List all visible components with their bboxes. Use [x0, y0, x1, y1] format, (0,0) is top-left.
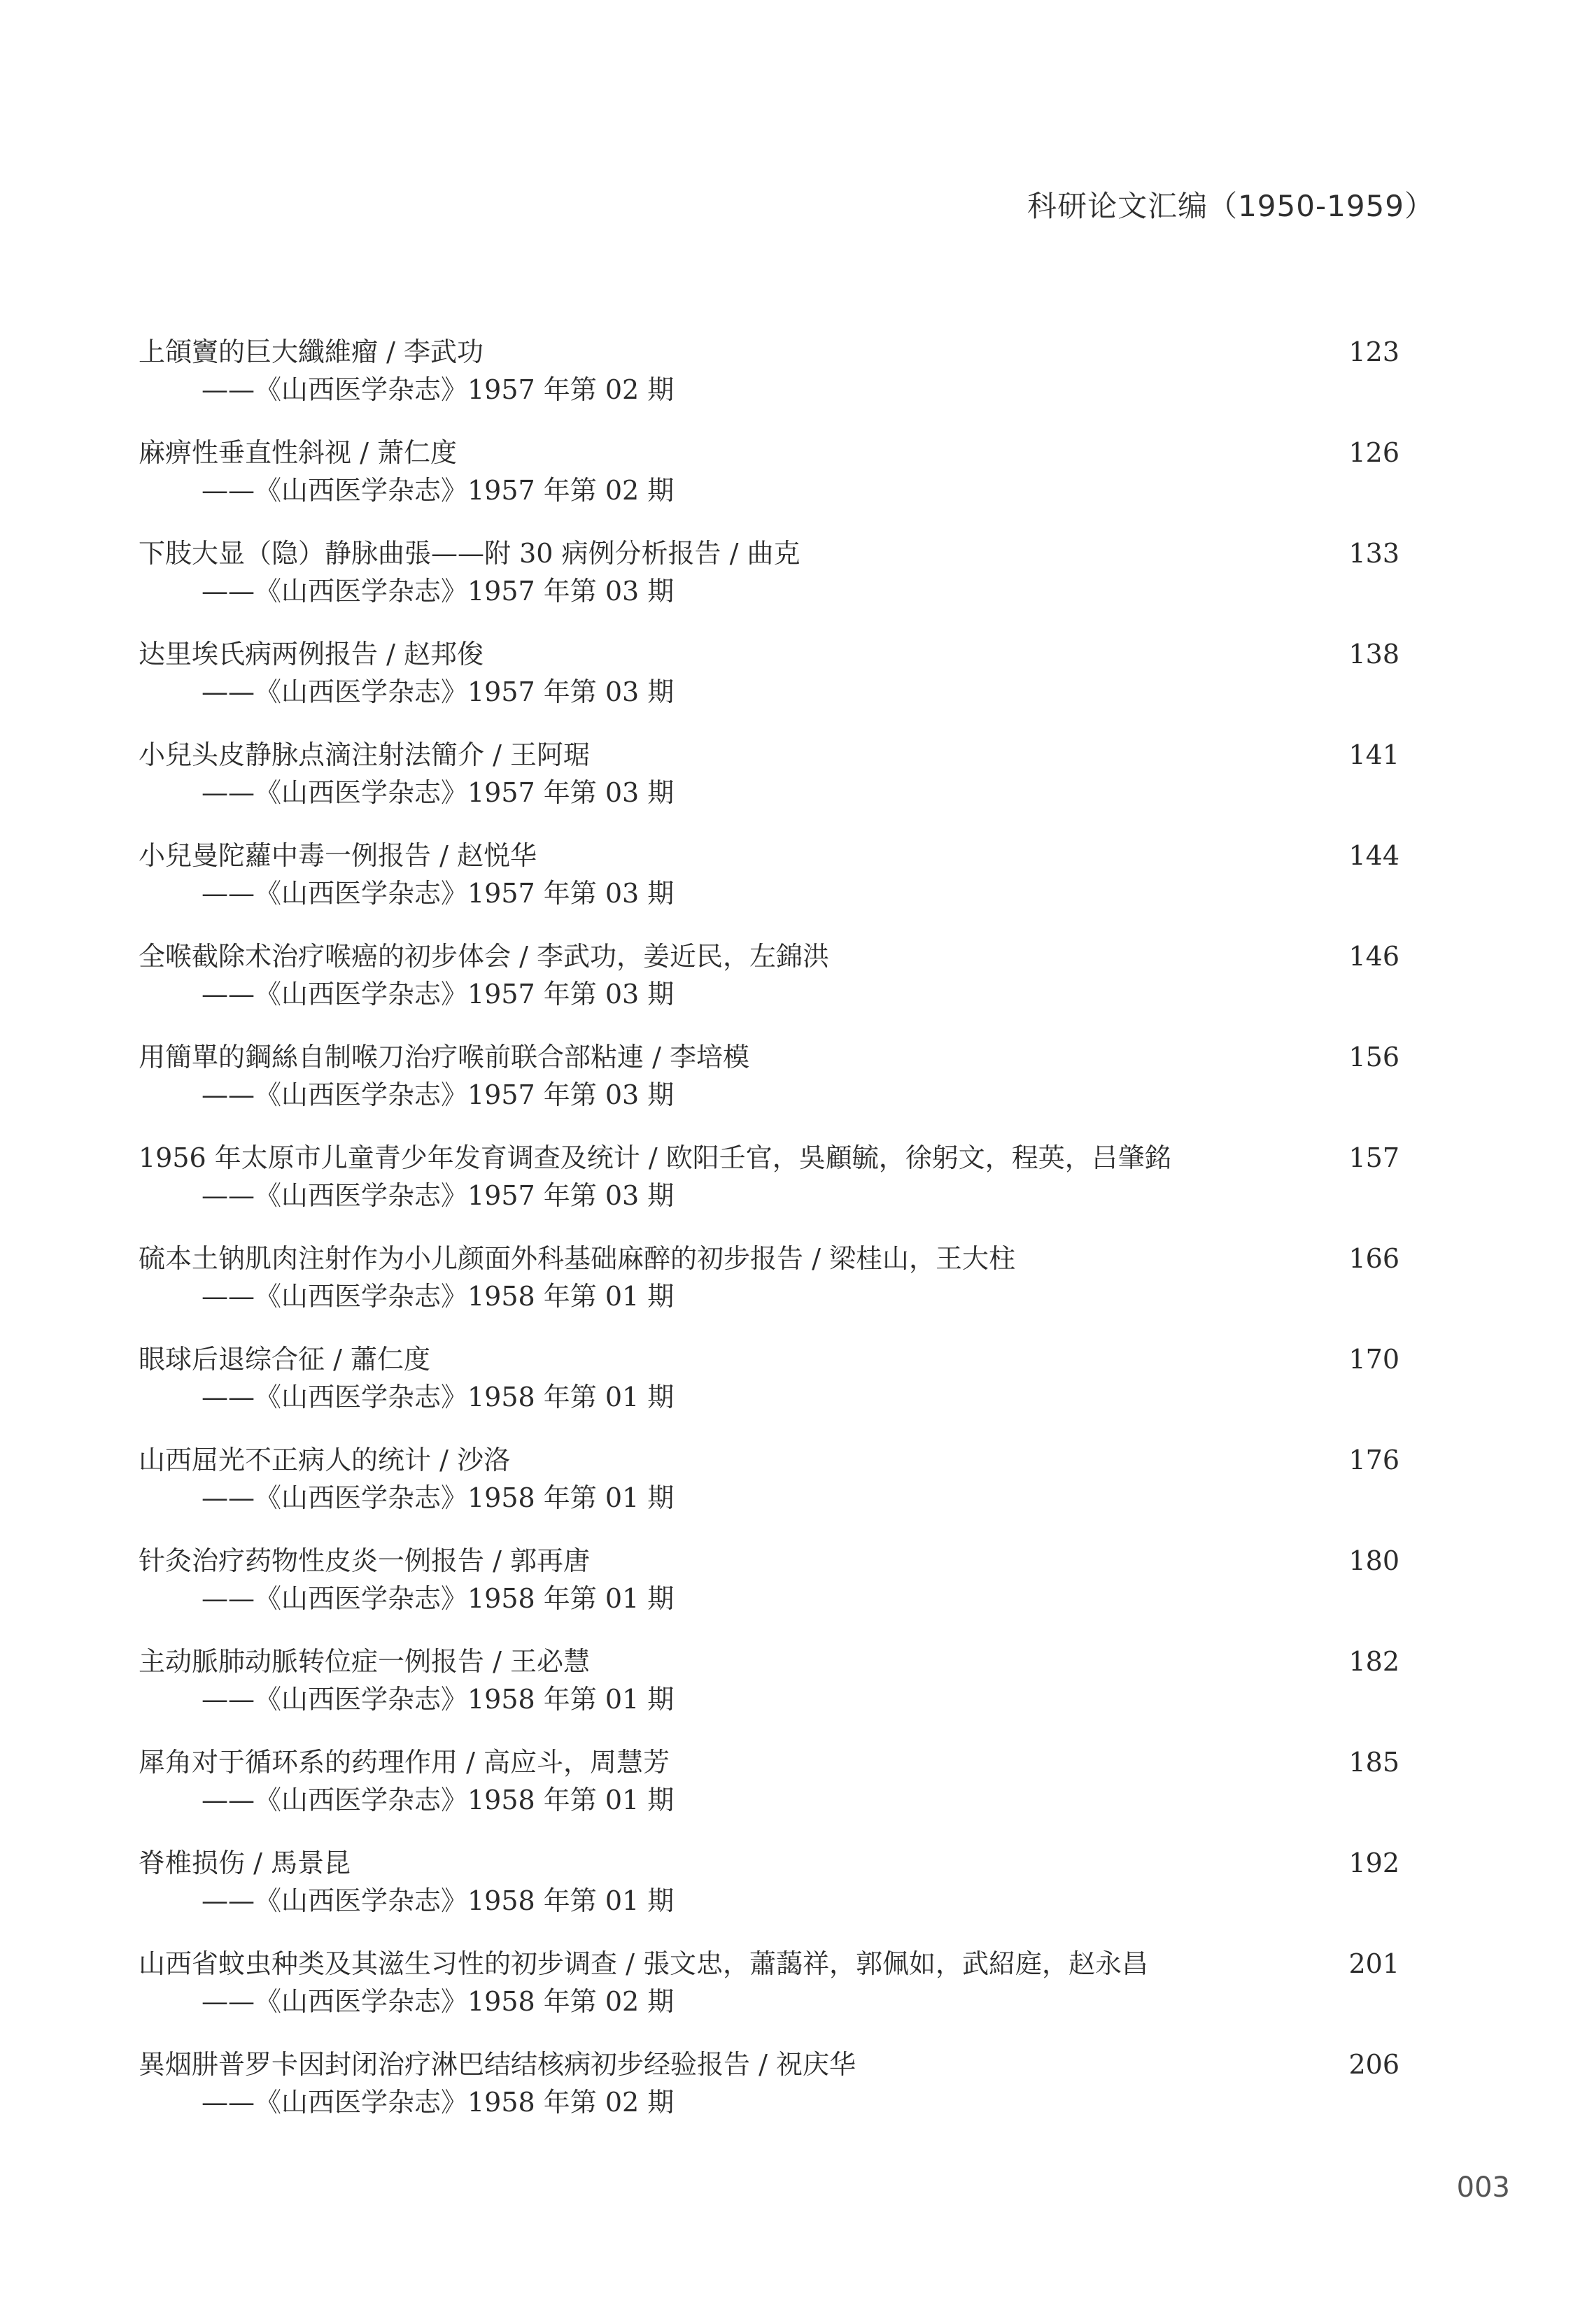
toc-entry — [139, 2046, 1420, 2121]
toc-entry-page: 185 — [1348, 1747, 1399, 1778]
toc-entry — [139, 534, 1420, 610]
toc-entry — [139, 1441, 1420, 1517]
toc-entry-page: 146 — [1348, 941, 1399, 972]
toc-entry-source: ——《山西医学杂志》1958 年第 02 期 — [202, 1986, 675, 2017]
toc-entry-source: ——《山西医学杂志》1957 年第 03 期 — [202, 878, 675, 909]
page-number: 003 — [1456, 2171, 1510, 2204]
toc-entry-title: 全喉截除术治疗喉癌的初步体会 / 李武功，姜近民，左錦洪 — [139, 941, 829, 972]
toc-entry-page: 206 — [1348, 2049, 1399, 2080]
toc-entry-title: 针灸治疗药物性皮炎一例报告 / 郭再唐 — [139, 1545, 590, 1576]
toc-entry — [139, 333, 1420, 409]
toc-entry-title: 小兒曼陀蘿中毒一例报告 / 赵悦华 — [139, 840, 537, 871]
toc-entry-source: ——《山西医学杂志》1958 年第 01 期 — [202, 1281, 675, 1312]
toc-entry-source: ——《山西医学杂志》1958 年第 01 期 — [202, 1684, 675, 1715]
toc-entry-source: ——《山西医学杂志》1957 年第 03 期 — [202, 777, 675, 808]
table-of-contents — [139, 333, 1420, 2146]
toc-entry-source: ——《山西医学杂志》1958 年第 01 期 — [202, 1482, 675, 1513]
toc-entry-title: 下肢大显（隐）静脉曲張——附 30 病例分析报告 / 曲克 — [139, 538, 800, 569]
toc-entry-source: ——《山西医学杂志》1958 年第 01 期 — [202, 1583, 675, 1614]
toc-entry-page: 180 — [1348, 1545, 1399, 1576]
toc-entry — [139, 635, 1420, 711]
toc-entry — [139, 1240, 1420, 1315]
toc-entry-page: 141 — [1348, 739, 1399, 770]
toc-entry-source: ——《山西医学杂志》1957 年第 03 期 — [202, 576, 675, 607]
toc-entry-source: ——《山西医学杂志》1958 年第 01 期 — [202, 1382, 675, 1412]
toc-entry — [139, 434, 1420, 509]
toc-entry-title: 山西省蚊虫种类及其滋生习性的初步调查 / 張文忠，蕭藹祥，郭佩如，武紹庭，赵永昌 — [139, 1948, 1148, 1979]
toc-entry-source: ——《山西医学杂志》1958 年第 01 期 — [202, 1785, 675, 1815]
toc-entry-page: 201 — [1348, 1948, 1399, 1979]
toc-entry-page: 156 — [1348, 1042, 1399, 1072]
toc-entry-page: 166 — [1348, 1243, 1399, 1274]
toc-entry-page: 138 — [1348, 639, 1399, 669]
toc-entry-title: 用簡單的鋼絲自制喉刀治疗喉前联合部粘連 / 李培模 — [139, 1042, 749, 1072]
toc-entry-title: 山西屈光不正病人的统计 / 沙洛 — [139, 1445, 510, 1475]
running-header: 科研论文汇编（1950-1959） — [1027, 189, 1434, 223]
toc-entry-page: 170 — [1348, 1344, 1399, 1375]
toc-entry-source: ——《山西医学杂志》1957 年第 03 期 — [202, 979, 675, 1009]
toc-entry-source: ——《山西医学杂志》1957 年第 02 期 — [202, 475, 675, 506]
toc-entry-source: ——《山西医学杂志》1957 年第 02 期 — [202, 374, 675, 405]
toc-entry-title: 眼球后退综合征 / 蕭仁度 — [139, 1344, 430, 1375]
toc-entry-page: 192 — [1348, 1848, 1399, 1878]
toc-entry-title: 达里埃氏病两例报告 / 赵邦俊 — [139, 639, 484, 669]
toc-entry-title: 1956 年太原市儿童青少年发育调查及统计 / 欧阳壬官，吳顧毓，徐躬文，程英，吕肇銘 — [139, 1142, 1171, 1173]
toc-entry — [139, 736, 1420, 812]
toc-entry — [139, 1139, 1420, 1214]
toc-entry-title: 硫本土钠肌肉注射作为小儿颜面外科基础麻醉的初步报告 / 梁桂山，王大柱 — [139, 1243, 1015, 1274]
toc-entry — [139, 1743, 1420, 1819]
toc-entry-source: ——《山西医学杂志》1957 年第 03 期 — [202, 1180, 675, 1211]
toc-entry-page: 126 — [1348, 437, 1399, 468]
toc-entry — [139, 1844, 1420, 1920]
toc-entry — [139, 1643, 1420, 1718]
toc-entry-title: 上頜竇的巨大纖維瘤 / 李武功 — [139, 336, 484, 367]
toc-entry-page: 123 — [1348, 336, 1399, 367]
toc-entry — [139, 937, 1420, 1013]
toc-entry-source: ——《山西医学杂志》1957 年第 03 期 — [202, 1079, 675, 1110]
toc-entry-page: 144 — [1348, 840, 1399, 871]
toc-entry-title: 犀角对于循环系的药理作用 / 高应斗，周慧芳 — [139, 1747, 670, 1778]
toc-entry-page: 176 — [1348, 1445, 1399, 1475]
toc-entry-title: 麻痹性垂直性斜视 / 萧仁度 — [139, 437, 457, 468]
toc-entry-page: 157 — [1348, 1142, 1399, 1173]
toc-entry-source: ——《山西医学杂志》1958 年第 01 期 — [202, 1885, 675, 1916]
toc-entry-source: ——《山西医学杂志》1958 年第 02 期 — [202, 2087, 675, 2118]
toc-entry-page: 182 — [1348, 1646, 1399, 1677]
toc-entry-source: ——《山西医学杂志》1957 年第 03 期 — [202, 676, 675, 707]
toc-entry — [139, 1340, 1420, 1416]
toc-entry-page: 133 — [1348, 538, 1399, 569]
toc-entry-title: 主动脈肺动脈转位症一例报告 / 王必慧 — [139, 1646, 590, 1677]
toc-entry — [139, 837, 1420, 912]
toc-entry — [139, 1945, 1420, 2020]
toc-entry-title: 小兒头皮静脉点滴注射法簡介 / 王阿琚 — [139, 739, 590, 770]
toc-entry-title: 脊椎损伤 / 馬景昆 — [139, 1848, 351, 1878]
toc-entry-title: 異烟肼普罗卡因封闭治疗淋巴结结核病初步经验报告 / 祝庆华 — [139, 2049, 856, 2080]
toc-entry — [139, 1038, 1420, 1114]
toc-entry — [139, 1542, 1420, 1617]
